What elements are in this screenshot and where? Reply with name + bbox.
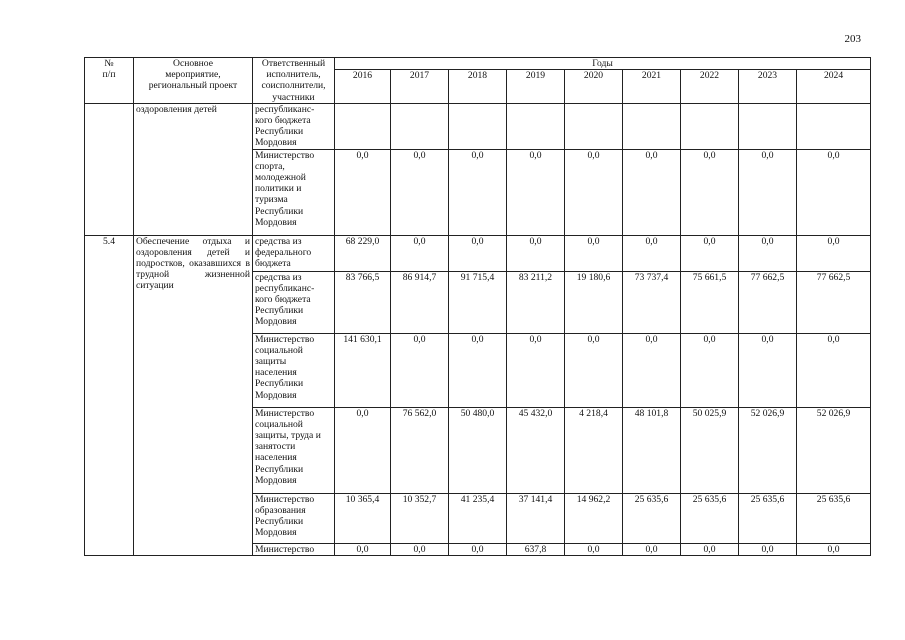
header-year: 2023 [739, 70, 797, 104]
value-cell: 0,0 [565, 543, 623, 555]
value-cell: 0,0 [335, 149, 391, 235]
value-cell: 0,0 [797, 235, 871, 271]
value-cell: 19 180,6 [565, 271, 623, 333]
value-cell: 75 661,5 [681, 271, 739, 333]
value-cell [681, 103, 739, 149]
value-cell: 0,0 [391, 235, 449, 271]
header-year: 2017 [391, 70, 449, 104]
value-cell: 0,0 [739, 333, 797, 407]
row-executor: Министерство социальной защиты населения Республики Мордовия [253, 333, 335, 407]
row-executor: Министерство [253, 543, 335, 555]
value-cell: 0,0 [449, 235, 507, 271]
value-cell: 83 766,5 [335, 271, 391, 333]
row-executor: Министерство спорта, молодежной политики и туризма Республики Мордовия [253, 149, 335, 235]
header-year: 2019 [507, 70, 565, 104]
header-years: Годы [335, 58, 871, 70]
value-cell: 0,0 [681, 333, 739, 407]
value-cell: 0,0 [565, 149, 623, 235]
value-cell: 77 662,5 [797, 271, 871, 333]
value-cell: 52 026,9 [797, 407, 871, 493]
value-cell: 0,0 [449, 149, 507, 235]
value-cell: 0,0 [565, 235, 623, 271]
value-cell [335, 103, 391, 149]
header-year: 2024 [797, 70, 871, 104]
row-executor: Министерство образования Республики Мордовия [253, 493, 335, 543]
page-number: 203 [844, 33, 861, 45]
value-cell: 0,0 [797, 149, 871, 235]
value-cell: 0,0 [449, 543, 507, 555]
header-year: 2020 [565, 70, 623, 104]
header-year: 2016 [335, 70, 391, 104]
value-cell: 0,0 [623, 333, 681, 407]
value-cell: 0,0 [391, 149, 449, 235]
table-row [85, 235, 871, 271]
value-cell: 10 365,4 [335, 493, 391, 543]
header-activity: Основное мероприятие, региональный проект [134, 58, 253, 104]
value-cell: 0,0 [335, 407, 391, 493]
value-cell: 0,0 [797, 333, 871, 407]
row-executor: Министерство социальной защиты, труда и занятости населения Республики Мордовия [253, 407, 335, 493]
value-cell: 68 229,0 [335, 235, 391, 271]
value-cell: 0,0 [681, 235, 739, 271]
header-num: № п/п [85, 58, 134, 104]
value-cell: 50 480,0 [449, 407, 507, 493]
value-cell: 37 141,4 [507, 493, 565, 543]
value-cell: 25 635,6 [681, 493, 739, 543]
value-cell: 0,0 [739, 149, 797, 235]
value-cell: 14 962,2 [565, 493, 623, 543]
value-cell [507, 103, 565, 149]
value-cell: 73 737,4 [623, 271, 681, 333]
value-cell [391, 103, 449, 149]
value-cell [449, 103, 507, 149]
header-row-top [85, 58, 871, 70]
value-cell: 0,0 [391, 543, 449, 555]
value-cell: 4 218,4 [565, 407, 623, 493]
value-cell: 52 026,9 [739, 407, 797, 493]
value-cell: 41 235,4 [449, 493, 507, 543]
value-cell: 0,0 [507, 235, 565, 271]
budget-table [84, 57, 871, 556]
value-cell: 141 630,1 [335, 333, 391, 407]
value-cell: 0,0 [565, 333, 623, 407]
value-cell: 45 432,0 [507, 407, 565, 493]
value-cell [623, 103, 681, 149]
row-num [85, 103, 134, 235]
value-cell: 25 635,6 [797, 493, 871, 543]
value-cell: 0,0 [681, 543, 739, 555]
value-cell: 0,0 [681, 149, 739, 235]
header-year: 2022 [681, 70, 739, 104]
value-cell: 83 211,2 [507, 271, 565, 333]
value-cell: 50 025,9 [681, 407, 739, 493]
value-cell: 77 662,5 [739, 271, 797, 333]
value-cell: 0,0 [623, 235, 681, 271]
value-cell: 637,8 [507, 543, 565, 555]
header-executor: Ответственный исполнитель, соисполнители, участники [253, 58, 335, 104]
value-cell [739, 103, 797, 149]
value-cell: 0,0 [797, 543, 871, 555]
value-cell: 76 562,0 [391, 407, 449, 493]
value-cell: 0,0 [449, 333, 507, 407]
row-executor: республиканс- кого бюджета Республики Мордовия [253, 103, 335, 149]
value-cell: 91 715,4 [449, 271, 507, 333]
value-cell: 0,0 [507, 333, 565, 407]
value-cell: 48 101,8 [623, 407, 681, 493]
row-activity: Обеспечение отдыха и оздоровления детей и подростков, оказавшихся в трудной жизненной ситуации [134, 235, 253, 555]
row-executor: средства из федерального бюджета [253, 235, 335, 271]
value-cell: 0,0 [739, 543, 797, 555]
header-year: 2018 [449, 70, 507, 104]
table-row [85, 103, 871, 149]
row-executor: средства из республиканс- кого бюджета Республики Мордовия [253, 271, 335, 333]
value-cell: 25 635,6 [623, 493, 681, 543]
header-year: 2021 [623, 70, 681, 104]
value-cell: 0,0 [623, 149, 681, 235]
value-cell: 0,0 [391, 333, 449, 407]
value-cell: 0,0 [507, 149, 565, 235]
row-activity: оздоровления детей [134, 103, 253, 235]
row-num: 5.4 [85, 235, 134, 555]
value-cell: 0,0 [739, 235, 797, 271]
value-cell [565, 103, 623, 149]
value-cell: 0,0 [623, 543, 681, 555]
value-cell: 25 635,6 [739, 493, 797, 543]
value-cell: 10 352,7 [391, 493, 449, 543]
value-cell: 0,0 [335, 543, 391, 555]
value-cell [797, 103, 871, 149]
value-cell: 86 914,7 [391, 271, 449, 333]
